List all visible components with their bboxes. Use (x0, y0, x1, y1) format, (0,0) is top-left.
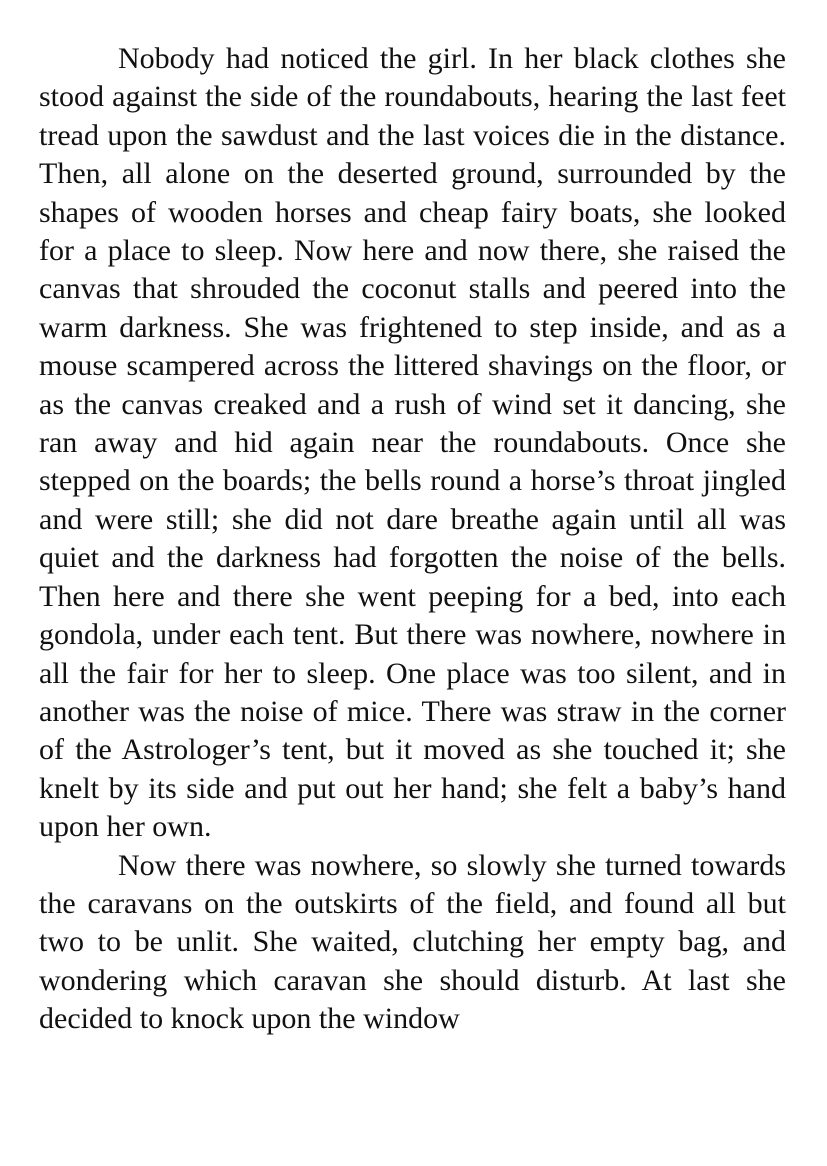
paragraph-2: Now there was nowhere, so slowly she turned towards the caravans on the outskirts of the field, and found all but two to be unlit. She waited, clutching her empty bag, and wondering which caravan she should disturb. At last she decided to knock upon the window (39, 848, 786, 1036)
document-page (39, 40, 786, 1039)
paragraph-1: Nobody had noticed the girl. In her black clothes she stood against the side of the roundabouts, hearing the last feet tread upon the sawdust and the last voices die in the distance. Then, all alone on the deserted ground, surrounded by the shapes of wooden horses and cheap fairy boats, she looked for a place to sleep. Now here and now there, she raised the canvas that shrouded the coconut stalls and peered into the warm darkness. She was frightened to step inside, and as a mouse scampered across the littered shavings on the floor, or as the canvas creaked and a rush of wind set it dancing, she ran away and hid again near the roundabouts. Once she stepped on the boards; the bells round a horse’s throat jingled and were still; she did not dare breathe again until all was quiet and the darkness had forgotten the noise of the bells. Then here and there she went peeping for a bed, into each gondola, under each tent. But there was nowhere, nowhere in all the fair for her to sleep. One place was too silent, and in another was the noise of mice. There was straw in the corner of the Astrologer’s tent, but it moved as she touched it; she knelt by its side and put out her hand; she felt a baby’s hand upon her own. (39, 42, 786, 844)
